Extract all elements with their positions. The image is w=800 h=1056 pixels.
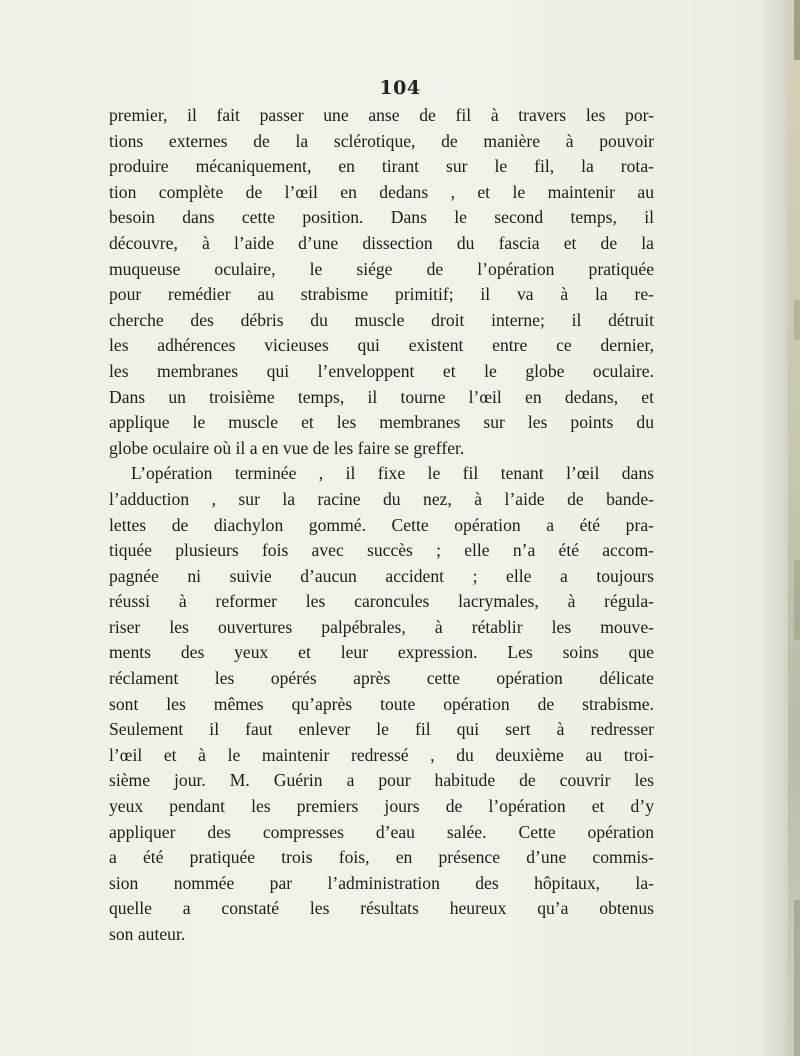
text-line: ments des yeux et leur expression. Les soins que <box>109 642 654 663</box>
text-line: lettes de diachylon gommé. Cette opération a été pra- <box>109 514 654 535</box>
text-line: Seulement il faut enlever le fil qui sert à redresser <box>109 719 654 740</box>
body-text <box>109 103 654 948</box>
text-line: yeux pendant les premiers jours de l’opération et d’y <box>109 796 654 817</box>
text-line: sième jour. M. Guérin a pour habitude de couvrir les <box>109 770 654 791</box>
text-line: riser les ouvertures palpébrales, à rétablir les mouve- <box>109 616 654 637</box>
text-line: les membranes qui l’enveloppent et le globe oculaire. <box>109 360 654 381</box>
text-line: réussi à reformer les caroncules lacrymales, à régula- <box>109 591 654 612</box>
text-line: tions externes de la sclérotique, de manière à pouvoir <box>109 130 654 151</box>
edge-band <box>794 0 800 60</box>
text-line: tion complète de l’œil en dedans , et le maintenir au <box>109 181 654 202</box>
text-line: tiquée plusieurs fois avec succès ; elle n’a été accom- <box>109 540 654 561</box>
edge-band <box>794 300 800 340</box>
text-line: muqueuse oculaire, le siége de l’opération pratiquée <box>109 258 654 279</box>
text-line: pour remédier au strabisme primitif; il va à la re- <box>109 284 654 305</box>
text-line: premier, il fait passer une anse de fil à travers les por- <box>109 105 654 125</box>
text-line: a été pratiquée trois fois, en présence d’une commis- <box>109 847 654 868</box>
text-line: pagnée ni suivie d’aucun accident ; elle a toujours <box>109 565 654 586</box>
text-line: quelle a constaté les résultats heureux qu’a obtenus <box>109 898 654 919</box>
text-line: sont les mêmes qu’après toute opération de strabisme. <box>109 693 654 714</box>
text-line: appliquer des compresses d’eau salée. Cette opération <box>109 821 654 842</box>
text-line: sion nommée par l’administration des hôpitaux, la- <box>109 872 654 893</box>
text-line: produire mécaniquement, en tirant sur le fil, la rota- <box>109 156 654 177</box>
text-line: applique le muscle et les membranes sur les points du <box>109 412 654 433</box>
text-line: son auteur. <box>109 924 186 944</box>
text-line: globe oculaire où il a en vue de les faire se greffer. <box>109 437 465 458</box>
text-line: besoin dans cette position. Dans le second temps, il <box>109 207 654 228</box>
text-line: Dans un troisième temps, il tourne l’œil en dedans, et <box>109 386 654 407</box>
text-line: l’œil et à le maintenir redressé , du deuxième au troi- <box>109 744 654 765</box>
edge-band <box>794 900 800 1056</box>
text-line: les adhérences vicieuses qui existent entre ce dernier, <box>109 335 654 356</box>
page-edge <box>788 0 800 1056</box>
text-line: l’adduction , sur la racine du nez, à l’aide de bande- <box>109 488 654 509</box>
edge-band <box>794 560 800 640</box>
text-line: L’opération terminée , il fixe le fil tenant l’œil dans <box>131 463 654 484</box>
text-line: cherche des débris du muscle droit interne; il détruit <box>109 309 654 330</box>
text-line: découvre, à l’aide d’une dissection du fascia et de la <box>109 232 654 253</box>
text-line: réclament les opérés après cette opération délicate <box>109 668 654 689</box>
page-number: 104 <box>379 77 421 99</box>
